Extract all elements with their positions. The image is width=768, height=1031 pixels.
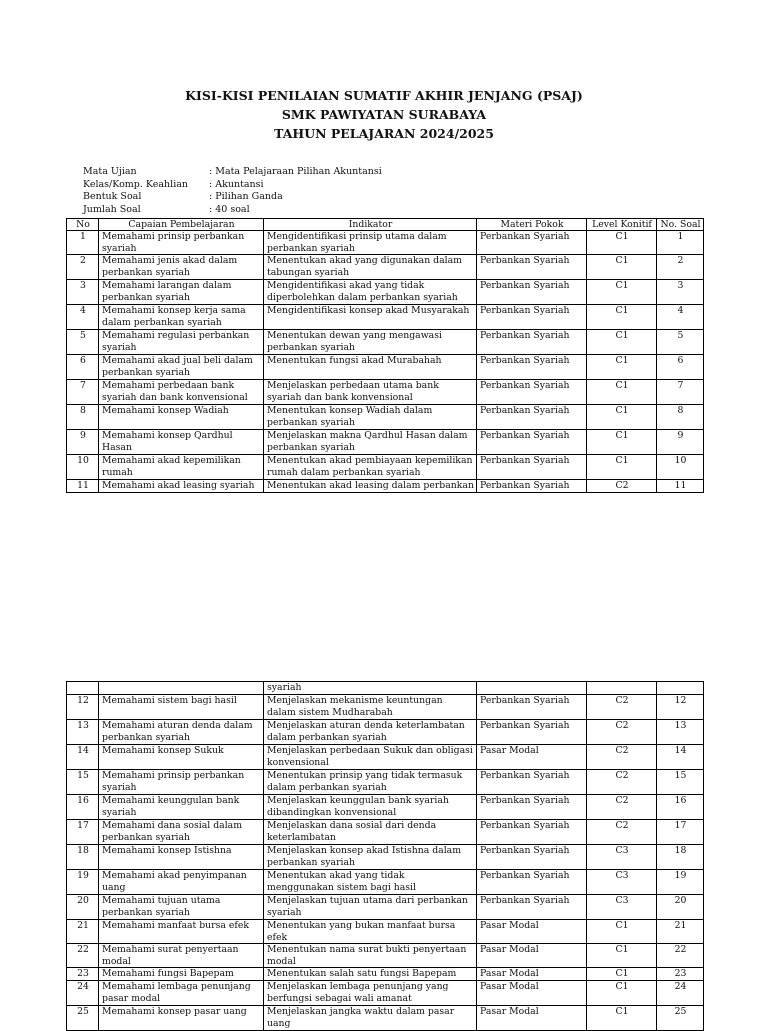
indikator-cell: Menjelaskan konsep akad Istishna dalam perbankan syariah — [264, 845, 477, 870]
row-no: 14 — [67, 745, 99, 770]
indikator-cell: Menjelaskan lembaga penunjang yang berfungsi sebagai wali amanat — [264, 981, 477, 1006]
level-cell: C1 — [587, 280, 657, 305]
table-row — [67, 231, 704, 255]
capaian-cell: Memahami sistem bagi hasil — [99, 695, 264, 720]
indikator-cell: Menjelaskan perbedaan Sukuk dan obligasi konvensional — [264, 745, 477, 770]
no-soal-cell: 20 — [657, 895, 704, 920]
capaian-cell: Memahami akad penyimpanan uang — [99, 870, 264, 895]
indikator-cell: Menjelaskan aturan denda keterlambatan dalam perbankan syariah — [264, 720, 477, 745]
no-soal-cell: 10 — [657, 455, 704, 480]
level-cell: C3 — [587, 895, 657, 920]
indikator-cell: Menjelaskan keunggulan bank syariah dibandingkan konvensional — [264, 795, 477, 820]
indikator-cell: Menentukan fungsi akad Murabahah — [264, 355, 477, 380]
level-cell: C1 — [587, 1006, 657, 1031]
info-value: : Akuntansi — [209, 178, 264, 190]
level-cell: C1 — [587, 355, 657, 380]
capaian-cell: Memahami konsep Sukuk — [99, 745, 264, 770]
indikator-cell: Mengidentifikasi konsep akad Musyarakah — [264, 305, 477, 330]
materi-cell: Perbankan Syariah — [477, 330, 587, 355]
indikator-cell: Menjelaskan tujuan utama dari perbankan syariah — [264, 895, 477, 920]
info-key: Kelas/Komp. Keahlian — [83, 178, 189, 190]
row-no: 8 — [67, 405, 99, 430]
materi-cell: Perbankan Syariah — [477, 480, 587, 493]
capaian-cell: Memahami larangan dalam perbankan syariah — [99, 280, 264, 305]
table-row — [67, 455, 704, 480]
kisi-kisi-table-page-1 — [66, 218, 704, 493]
materi-cell: Perbankan Syariah — [477, 795, 587, 820]
indikator-cell: Menentukan nama surat bukti penyertaan modal — [264, 944, 477, 968]
indikator-cell: Mengidentifikasi akad yang tidak diperbolehkan dalam perbankan syariah — [264, 280, 477, 305]
level-cell: C1 — [587, 231, 657, 255]
capaian-cell: Memahami fungsi Bapepam — [99, 968, 264, 981]
capaian-cell: Memahami akad leasing syariah — [99, 480, 264, 493]
capaian-cell: Memahami prinsip perbankan syariah — [99, 231, 264, 255]
row-no: 11 — [67, 480, 99, 493]
indikator-cell: Menjelaskan jangka waktu dalam pasar uang — [264, 1006, 477, 1031]
materi-cell: Perbankan Syariah — [477, 355, 587, 380]
no-soal-cell: 24 — [657, 981, 704, 1006]
indikator-cell: Menentukan yang bukan manfaat bursa efek — [264, 920, 477, 944]
table-row — [67, 305, 704, 330]
materi-cell: Perbankan Syariah — [477, 305, 587, 330]
table-row — [67, 720, 704, 745]
capaian-cell: Memahami tujuan utama perbankan syariah — [99, 895, 264, 920]
table-row — [67, 820, 704, 845]
level-cell: C1 — [587, 380, 657, 405]
materi-cell: Perbankan Syariah — [477, 870, 587, 895]
table-row — [67, 380, 704, 405]
no-soal-cell: 2 — [657, 255, 704, 280]
capaian-cell: Memahami konsep kerja sama dalam perbankan syariah — [99, 305, 264, 330]
info-row — [83, 191, 382, 204]
materi-cell: Pasar Modal — [477, 981, 587, 1006]
capaian-cell: Memahami surat penyertaan modal — [99, 944, 264, 968]
indikator-cell: Menentukan salah satu fungsi Bapepam — [264, 968, 477, 981]
materi-cell: Pasar Modal — [477, 745, 587, 770]
row-no: 10 — [67, 455, 99, 480]
capaian-cell: Memahami konsep pasar uang — [99, 1006, 264, 1031]
materi-cell: Perbankan Syariah — [477, 895, 587, 920]
capaian-cell: Memahami konsep Istishna — [99, 845, 264, 870]
capaian-cell: Memahami regulasi perbankan syariah — [99, 330, 264, 355]
no-soal-cell: 5 — [657, 330, 704, 355]
no-soal-cell: 14 — [657, 745, 704, 770]
level-cell: C2 — [587, 795, 657, 820]
materi-cell: Perbankan Syariah — [477, 405, 587, 430]
no-soal-cell: 15 — [657, 770, 704, 795]
level-cell: C2 — [587, 720, 657, 745]
level-cell: C2 — [587, 695, 657, 720]
row-no: 5 — [67, 330, 99, 355]
capaian-cell: Memahami jenis akad dalam perbankan syariah — [99, 255, 264, 280]
capaian-cell: Memahami konsep Wadiah — [99, 405, 264, 430]
table-header-row — [67, 219, 704, 231]
indikator-cell: Menjelaskan makna Qardhul Hasan dalam perbankan syariah — [264, 430, 477, 455]
indikator-cell: Menentukan akad yang digunakan dalam tabungan syariah — [264, 255, 477, 280]
row-no: 1 — [67, 231, 99, 255]
materi-cell: Perbankan Syariah — [477, 695, 587, 720]
level-cell: C1 — [587, 330, 657, 355]
capaian-cell: Memahami akad kepemilikan rumah — [99, 455, 264, 480]
row-no: 2 — [67, 255, 99, 280]
row-no: 12 — [67, 695, 99, 720]
indikator-cell: Menentukan akad pembiayaan kepemilikan rumah dalam perbankan syariah — [264, 455, 477, 480]
materi-cell: Perbankan Syariah — [477, 720, 587, 745]
materi-cell: Pasar Modal — [477, 1006, 587, 1031]
row-no: 19 — [67, 870, 99, 895]
row-no: 3 — [67, 280, 99, 305]
info-value: : 40 soal — [209, 203, 250, 215]
row-no: 17 — [67, 820, 99, 845]
header-level: Level Konitif — [587, 219, 657, 231]
table-row — [67, 1006, 704, 1031]
materi-cell: Perbankan Syariah — [477, 845, 587, 870]
info-row — [83, 166, 382, 179]
no-soal-cell: 1 — [657, 231, 704, 255]
header-indikator: Indikator — [264, 219, 477, 231]
table-row — [67, 770, 704, 795]
info-key: Jumlah Soal — [83, 203, 141, 215]
level-cell: C1 — [587, 920, 657, 944]
level-cell: C1 — [587, 968, 657, 981]
info-key: Bentuk Soal — [83, 191, 142, 202]
info-row — [83, 204, 382, 217]
school-name: SMK PAWIYATAN SURABAYA — [281, 107, 487, 122]
capaian-cell: Memahami lembaga penunjang pasar modal — [99, 981, 264, 1006]
row-no: 16 — [67, 795, 99, 820]
indikator-cell: Menentukan prinsip yang tidak termasuk dalam perbankan syariah — [264, 770, 477, 795]
table-row — [67, 330, 704, 355]
capaian-cell: Memahami manfaat bursa efek — [99, 920, 264, 944]
row-no: 23 — [67, 968, 99, 981]
row-no: 6 — [67, 355, 99, 380]
capaian-cell: Memahami akad jual beli dalam perbankan syariah — [99, 355, 264, 380]
materi-cell: Pasar Modal — [477, 944, 587, 968]
row-no: 22 — [67, 944, 99, 968]
level-cell: C1 — [587, 430, 657, 455]
level-cell: C2 — [587, 480, 657, 493]
academic-year: TAHUN PELAJARAN 2024/2025 — [274, 126, 494, 141]
no-soal-cell: 8 — [657, 405, 704, 430]
no-soal-cell: 22 — [657, 944, 704, 968]
row-no: 15 — [67, 770, 99, 795]
level-cell — [587, 682, 657, 695]
indikator-cell: Menentukan dewan yang mengawasi perbankan syariah — [264, 330, 477, 355]
materi-cell: Pasar Modal — [477, 968, 587, 981]
no-soal-cell: 11 — [657, 480, 704, 493]
info-key: Mata Ujian — [83, 166, 137, 177]
info-value: : Pilihan Ganda — [209, 191, 283, 202]
level-cell: C2 — [587, 745, 657, 770]
info-value: : Mata Pelajaraan Pilihan Akuntansi — [209, 166, 382, 177]
materi-cell: Perbankan Syariah — [477, 770, 587, 795]
no-soal-cell: 18 — [657, 845, 704, 870]
no-soal-cell: 7 — [657, 380, 704, 405]
no-soal-cell: 19 — [657, 870, 704, 895]
level-cell: C1 — [587, 255, 657, 280]
table-row — [67, 795, 704, 820]
no-soal-cell: 23 — [657, 968, 704, 981]
table-row — [67, 895, 704, 920]
materi-cell: Perbankan Syariah — [477, 280, 587, 305]
table-row — [67, 845, 704, 870]
capaian-cell — [99, 682, 264, 695]
header-no-soal: No. Soal — [657, 219, 704, 231]
table-row — [67, 695, 704, 720]
row-no: 20 — [67, 895, 99, 920]
capaian-cell: Memahami perbedaan bank syariah dan bank konvensional — [99, 380, 264, 405]
table-row — [67, 430, 704, 455]
level-cell: C3 — [587, 845, 657, 870]
row-no: 13 — [67, 720, 99, 745]
capaian-cell: Memahami konsep Qardhul Hasan — [99, 430, 264, 455]
materi-cell — [477, 682, 587, 695]
indikator-cell: Menentukan akad leasing dalam perbankan — [264, 480, 477, 493]
no-soal-cell: 17 — [657, 820, 704, 845]
indikator-cell: Mengidentifikasi prinsip utama dalam perbankan syariah — [264, 231, 477, 255]
no-soal-cell: 3 — [657, 280, 704, 305]
header-capaian: Capaian Pembelajaran — [99, 219, 264, 231]
level-cell: C1 — [587, 944, 657, 968]
table-row — [67, 968, 704, 981]
no-soal-cell: 21 — [657, 920, 704, 944]
row-no: 18 — [67, 845, 99, 870]
header-no: No — [67, 219, 99, 231]
indikator-cell: Menjelaskan mekanisme keuntungan dalam sistem Mudharabah — [264, 695, 477, 720]
no-soal-cell: 16 — [657, 795, 704, 820]
table-row — [67, 682, 704, 695]
table-row — [67, 920, 704, 944]
materi-cell: Pasar Modal — [477, 920, 587, 944]
capaian-cell: Memahami aturan denda dalam perbankan syariah — [99, 720, 264, 745]
table-row — [67, 981, 704, 1006]
row-no: 24 — [67, 981, 99, 1006]
level-cell: C1 — [587, 981, 657, 1006]
row-no — [67, 682, 99, 695]
level-cell: C2 — [587, 770, 657, 795]
level-cell: C2 — [587, 820, 657, 845]
level-cell: C1 — [587, 455, 657, 480]
header-materi: Materi Pokok — [477, 219, 587, 231]
row-no: 7 — [67, 380, 99, 405]
table-row — [67, 355, 704, 380]
table-row — [67, 405, 704, 430]
level-cell: C1 — [587, 405, 657, 430]
info-row — [83, 179, 382, 192]
row-no: 21 — [67, 920, 99, 944]
no-soal-cell: 4 — [657, 305, 704, 330]
table-row — [67, 255, 704, 280]
exam-info — [83, 166, 382, 216]
row-no: 9 — [67, 430, 99, 455]
capaian-cell: Memahami prinsip perbankan syariah — [99, 770, 264, 795]
materi-cell: Perbankan Syariah — [477, 380, 587, 405]
materi-cell: Perbankan Syariah — [477, 231, 587, 255]
no-soal-cell: 13 — [657, 720, 704, 745]
indikator-cell: syariah — [264, 682, 477, 695]
indikator-cell: Menjelaskan dana sosial dari denda keterlambatan — [264, 820, 477, 845]
table-row — [67, 870, 704, 895]
row-no: 4 — [67, 305, 99, 330]
no-soal-cell: 12 — [657, 695, 704, 720]
table-row — [67, 280, 704, 305]
no-soal-cell: 25 — [657, 1006, 704, 1031]
indikator-cell: Menjelaskan perbedaan utama bank syariah dan bank konvensional — [264, 380, 477, 405]
doc-title: KISI-KISI PENILAIAN SUMATIF AKHIR JENJANG (PSAJ) — [185, 88, 583, 103]
materi-cell: Perbankan Syariah — [477, 430, 587, 455]
row-no: 25 — [67, 1006, 99, 1031]
capaian-cell: Memahami dana sosial dalam perbankan syariah — [99, 820, 264, 845]
no-soal-cell: 6 — [657, 355, 704, 380]
level-cell: C1 — [587, 305, 657, 330]
no-soal-cell: 9 — [657, 430, 704, 455]
materi-cell: Perbankan Syariah — [477, 820, 587, 845]
table-row — [67, 944, 704, 968]
capaian-cell: Memahami keunggulan bank syariah — [99, 795, 264, 820]
no-soal-cell — [657, 682, 704, 695]
table-row — [67, 745, 704, 770]
materi-cell: Perbankan Syariah — [477, 255, 587, 280]
table-row — [67, 480, 704, 493]
materi-cell: Perbankan Syariah — [477, 455, 587, 480]
indikator-cell: Menentukan akad yang tidak menggunakan sistem bagi hasil — [264, 870, 477, 895]
level-cell: C3 — [587, 870, 657, 895]
indikator-cell: Menentukan konsep Wadiah dalam perbankan syariah — [264, 405, 477, 430]
kisi-kisi-table-page-2 — [66, 681, 704, 1031]
